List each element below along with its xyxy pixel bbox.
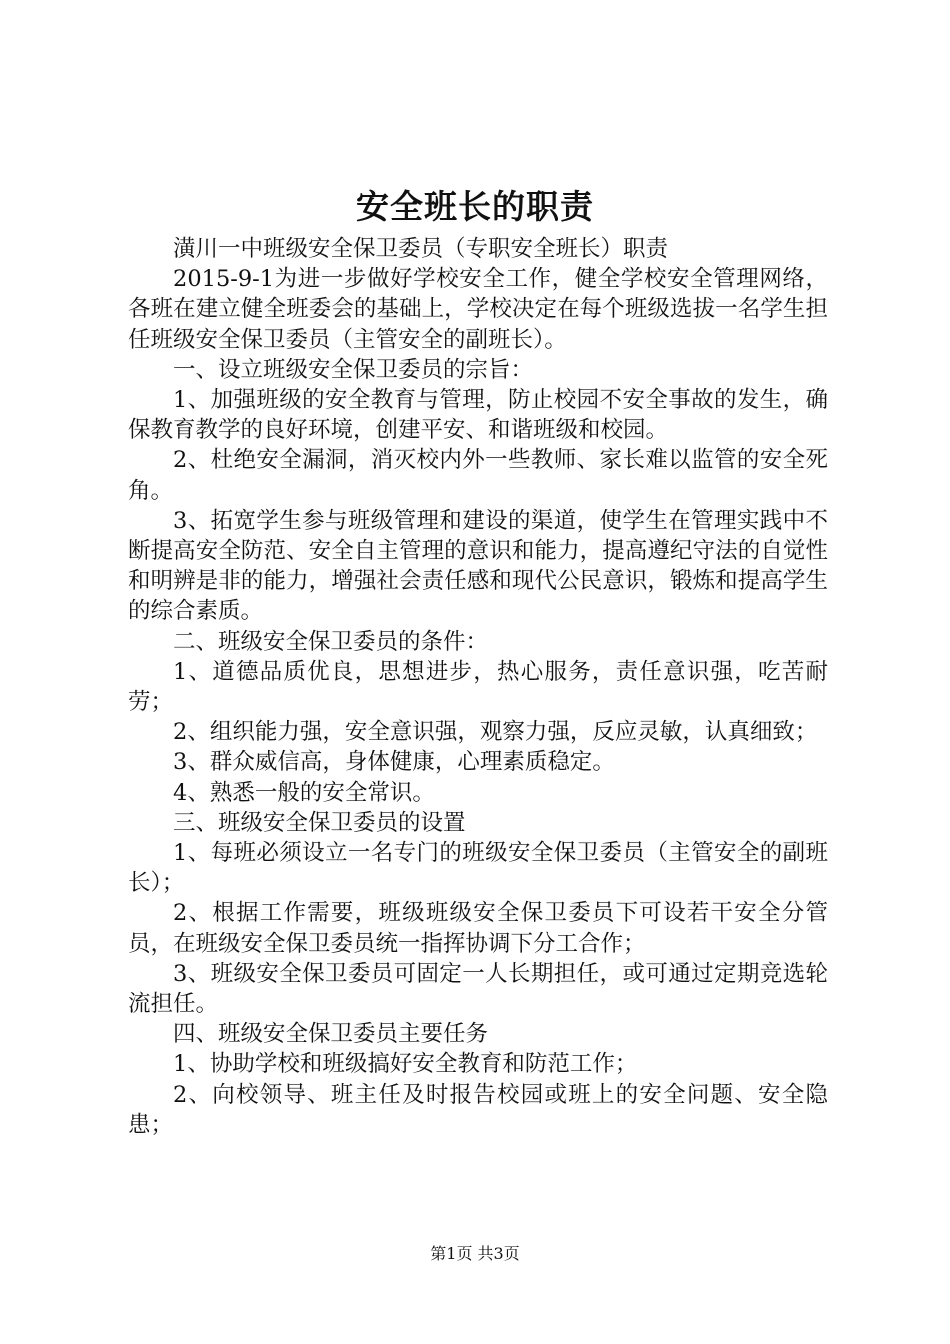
page-number-footer: 第1页 共3页 — [430, 1244, 520, 1263]
list-item: 3、班级安全保卫委员可固定一人长期担任，或可通过定期竞选轮流担任。 — [128, 960, 828, 1018]
list-item: 2、根据工作需要，班级班级安全保卫委员下可设若干安全分管员，在班级安全保卫委员统一指挥协调下分工合作； — [128, 900, 828, 957]
paragraph-intro: 2015-9-1为进一步做好学校安全工作，健全学校安全管理网络，各班在建立健全班委会的基础上，学校决定在每个班级选拔一名学生担任班级安全保卫委员（主管安全的副班长）。 — [128, 266, 828, 353]
section-heading-setup: 三、班级安全保卫委员的设置 — [173, 809, 466, 836]
list-item: 2、向校领导、班主任及时报告校园或班上的安全问题、安全隐患； — [128, 1081, 828, 1138]
list-item: 1、道德品质优良，思想进步，热心服务，责任意识强，吃苦耐劳； — [128, 658, 828, 716]
list-item: 1、每班必须设立一名专门的班级安全保卫委员（主管安全的副班长）； — [128, 840, 828, 897]
list-item: 3、群众威信高，身体健康，心理素质稳定。 — [173, 749, 615, 776]
document-title: 安全班长的职责 — [356, 187, 594, 226]
paragraph-subtitle: 潢川一中班级安全保卫委员（专职安全班长）职责 — [173, 236, 669, 262]
list-item: 4、熟悉一般的安全常识。 — [173, 779, 435, 806]
section-heading-purpose: 一、设立班级安全保卫委员的宗旨： — [173, 356, 534, 383]
list-item: 1、协助学校和班级搞好安全教育和防范工作； — [173, 1051, 638, 1078]
list-item: 3、拓宽学生参与班级管理和建设的渠道，使学生在管理实践中不断提高安全防范、安全自主管理的意识和能力，提高遵纪守法的自觉性和明辨是非的能力，增强社会责任感和现代公民意识，锻炼和提高学生的综合素质。 — [128, 507, 828, 625]
section-heading-tasks: 四、班级安全保卫委员主要任务 — [173, 1021, 489, 1048]
document-body — [128, 234, 828, 1140]
section-heading-conditions: 二、班级安全保卫委员的条件： — [173, 628, 489, 655]
list-item: 2、杜绝安全漏洞，消灭校内外一些教师、家长难以监管的安全死角。 — [128, 447, 828, 504]
list-item: 1、加强班级的安全教育与管理，防止校园不安全事故的发生，确保教育教学的良好环境，创建平安、和谐班级和校园。 — [128, 387, 828, 444]
list-item: 2、组织能力强，安全意识强，观察力强，反应灵敏，认真细致； — [173, 719, 818, 746]
